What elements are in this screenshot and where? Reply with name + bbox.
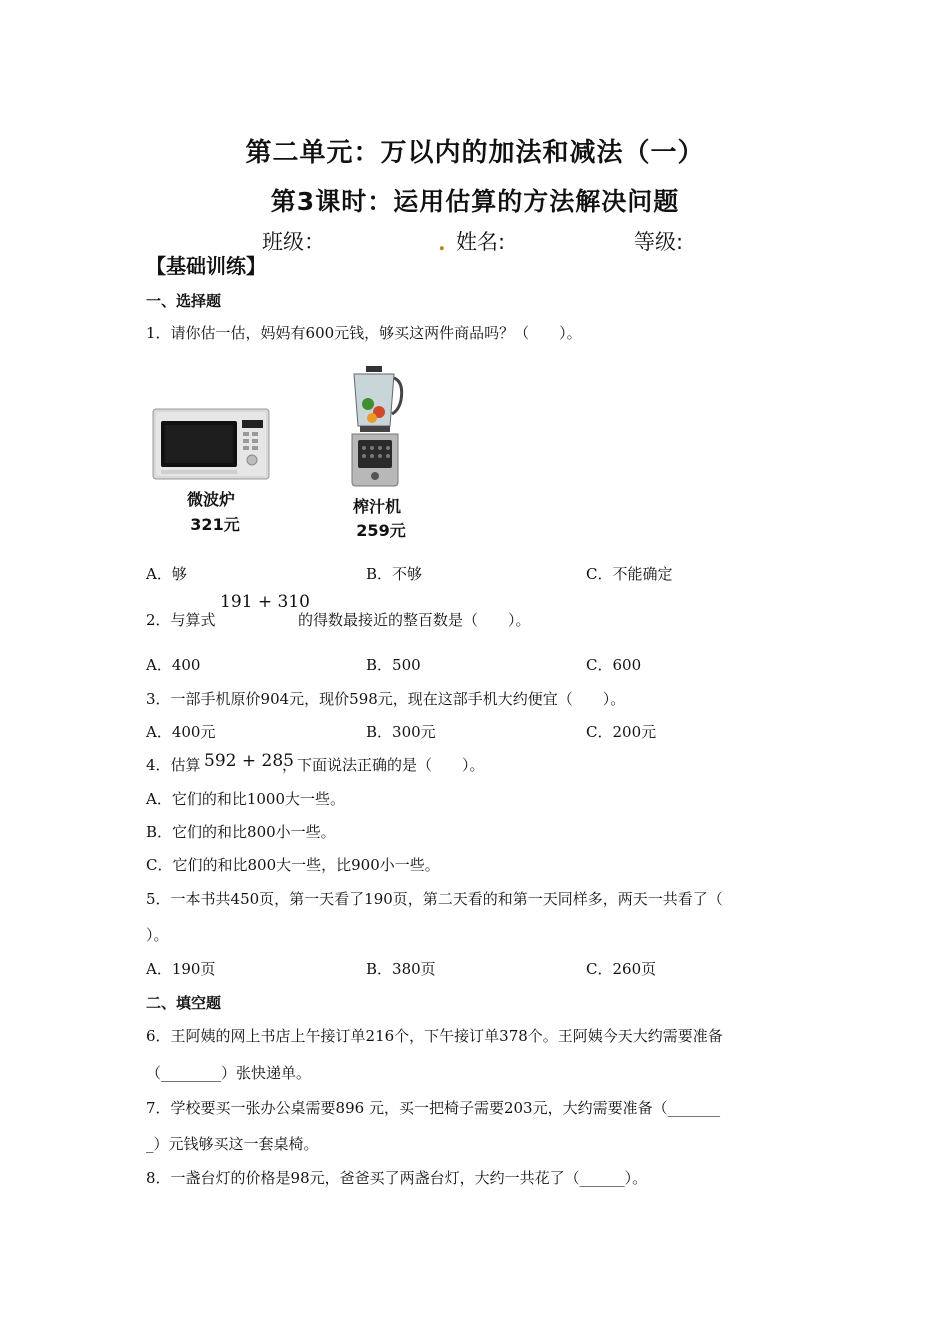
q4-option-c[interactable]: C．它们的和比800大一些，比900小一些。 xyxy=(146,856,440,874)
q3-option-c[interactable]: C．200元 xyxy=(586,723,657,741)
question-5-line-2: ）。 xyxy=(146,926,169,944)
microwave-price: 321元 xyxy=(190,515,240,534)
class-label: 班级： xyxy=(262,230,325,254)
question-1: 1．请你估一估，妈妈有600元钱，够买这两件商品吗？（ ）。 xyxy=(146,324,582,342)
question-2-expression: 191 + 310 xyxy=(220,592,310,612)
q2-option-c[interactable]: C．600 xyxy=(586,656,642,674)
question-3: 3．一部手机原价904元，现价598元，现在这部手机大约便宜（ ）。 xyxy=(146,690,626,708)
q5-option-c[interactable]: C．260页 xyxy=(586,960,657,978)
q5-option-b[interactable]: B．380页 xyxy=(366,960,436,978)
section-basic-training: 【基础训练】 xyxy=(146,254,266,278)
q1-option-a[interactable]: A．够 xyxy=(146,565,187,583)
question-8[interactable]: 8．一盏台灯的价格是98元，爸爸买了两盏台灯，大约一共花了（______）。 xyxy=(146,1169,648,1187)
q1-option-c[interactable]: C．不能确定 xyxy=(586,565,673,583)
q5-option-a[interactable]: A．190页 xyxy=(146,960,216,978)
question-4-expression: 592 + 285 xyxy=(204,751,294,771)
question-5-line-1: 5．一本书共450页，第一天看了190页，第二天看的和第一天同样多，两天一共看了（ xyxy=(146,890,723,908)
q1-option-b[interactable]: B．不够 xyxy=(366,565,423,583)
lesson-subtitle: 第3课时：运用估算的方法解决问题 xyxy=(270,187,680,216)
question-7-line-2: _）元钱够买这一套桌椅。 xyxy=(146,1135,319,1153)
question-6-line-2[interactable]: （________）张快递单。 xyxy=(146,1064,312,1082)
question-2-suffix: 的得数最接近的整百数是（ ）。 xyxy=(298,611,531,629)
grade-label: 等级: xyxy=(634,230,684,254)
question-4-suffix: ，下面说法正确的是（ ）。 xyxy=(282,756,485,774)
q2-option-b[interactable]: B．500 xyxy=(366,656,421,674)
q4-option-a[interactable]: A．它们的和比1000大一些。 xyxy=(146,790,346,808)
page-title: 第二单元：万以内的加法和减法（一） xyxy=(245,138,705,168)
section-multiple-choice: 一、选择题 xyxy=(146,292,222,310)
juicer-image xyxy=(344,364,406,488)
q2-option-a[interactable]: A．400 xyxy=(146,656,201,674)
microwave-name: 微波炉 xyxy=(186,490,235,509)
question-7-line-1[interactable]: 7．学校要买一张办公桌需要896 元，买一把椅子需要203元，大约需要准备（_______ xyxy=(146,1099,721,1117)
question-4-prefix: 4．估算 xyxy=(146,756,201,774)
q3-option-b[interactable]: B．300元 xyxy=(366,723,436,741)
question-6-line-1: 6．王阿姨的网上书店上午接订单216个，下午接订单378个。王阿姨今天大约需要准备 xyxy=(146,1027,723,1045)
question-2-prefix: 2．与算式 xyxy=(146,611,216,629)
name-label: 姓名: xyxy=(456,230,506,254)
juicer-price: 259元 xyxy=(356,521,406,540)
separator-dot: . xyxy=(438,230,446,256)
q4-option-b[interactable]: B．它们的和比800小一些。 xyxy=(146,823,336,841)
microwave-image xyxy=(152,408,270,480)
q3-option-a[interactable]: A．400元 xyxy=(146,723,216,741)
section-fill-in-blank: 二、填空题 xyxy=(146,994,222,1012)
juicer-name: 榨汁机 xyxy=(352,497,401,516)
